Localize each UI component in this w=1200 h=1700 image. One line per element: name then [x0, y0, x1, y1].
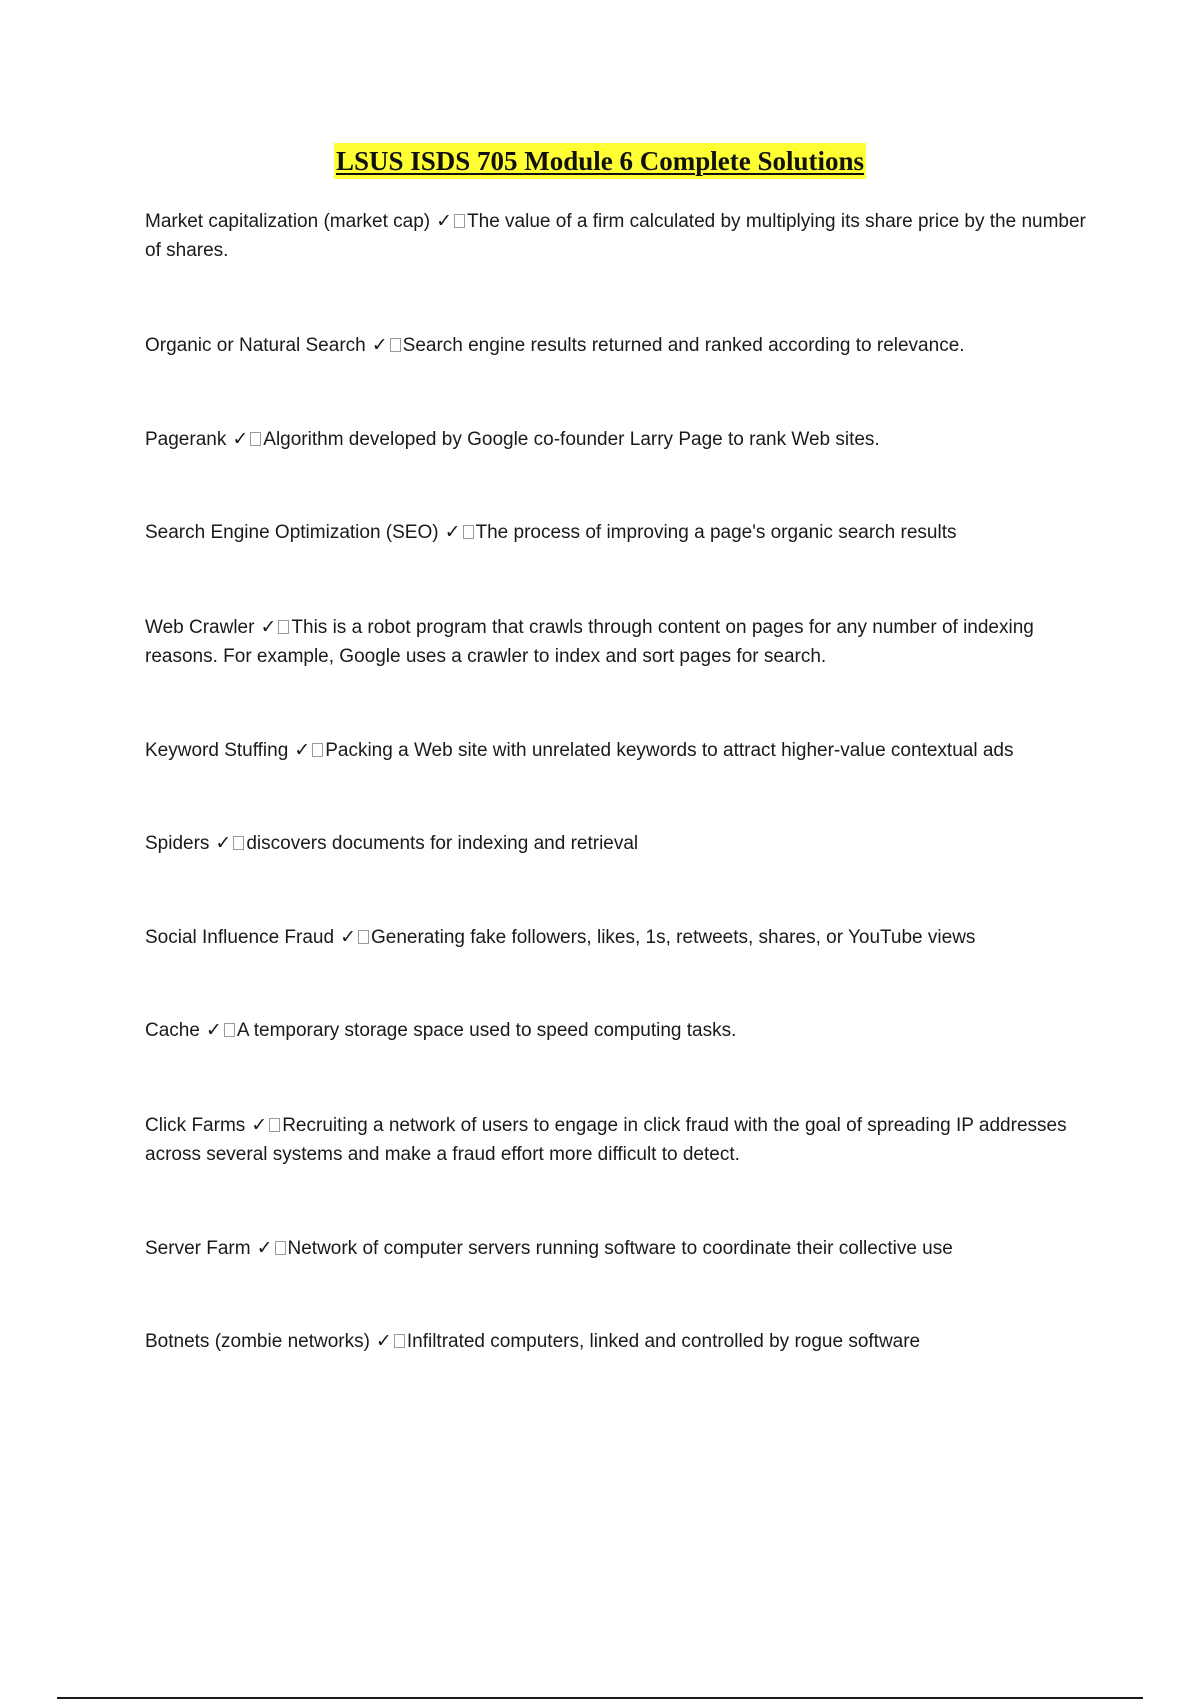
entry-keyword-stuffing	[145, 736, 1090, 765]
checkmark-icon: ✓	[215, 832, 232, 854]
entry-server-farm	[145, 1234, 1090, 1263]
missing-glyph-box-icon	[275, 1241, 286, 1255]
entry-seo	[145, 518, 1090, 547]
missing-glyph-box-icon	[358, 930, 369, 944]
entry-term: Spiders	[145, 833, 210, 854]
missing-glyph-box-icon	[233, 836, 244, 850]
entry-term: Organic or Natural Search	[145, 335, 366, 356]
entry-definition: The value of a firm calculated by multiplying its share price by the number of shares.	[145, 211, 1086, 261]
entry-term: Botnets (zombie networks)	[145, 1331, 370, 1352]
checkmark-icon: ✓	[205, 1019, 222, 1041]
missing-glyph-box-icon	[312, 743, 323, 757]
entry-definition: The process of improving a page's organic search results	[475, 522, 957, 543]
checkmark-icon: ✓	[375, 1330, 392, 1352]
entry-web-crawler	[145, 613, 1090, 671]
checkmark-icon: ✓	[294, 739, 311, 761]
entry-definition: Algorithm developed by Google co-founder Larry Page to rank Web sites.	[263, 429, 880, 450]
checkmark-icon: ✓	[371, 334, 388, 356]
entry-definition: This is a robot program that crawls through content on pages for any number of indexing reasons. For example, Google uses a crawler to index and sort pages for search.	[145, 617, 1034, 667]
checkmark-icon: ✓	[260, 616, 277, 638]
entry-term: Click Farms	[145, 1115, 246, 1136]
missing-glyph-box-icon	[224, 1023, 235, 1037]
page-title: LSUS ISDS 705 Module 6 Complete Solutions	[334, 143, 866, 179]
entry-definition: Packing a Web site with unrelated keywords to attract higher-value contextual ads	[325, 740, 1014, 761]
missing-glyph-box-icon	[390, 338, 401, 352]
entry-term: Keyword Stuffing	[145, 740, 289, 761]
entry-definition: Infiltrated computers, linked and controlled by rogue software	[406, 1331, 921, 1352]
missing-glyph-box-icon	[394, 1334, 405, 1348]
entry-botnets	[145, 1327, 1090, 1356]
entry-cache	[145, 1016, 1090, 1045]
entry-definition: discovers documents for indexing and retrieval	[246, 833, 639, 854]
entry-definition: Recruiting a network of users to engage in click fraud with the goal of spreading IP addresses across several systems and make a fraud effort more difficult to detect.	[145, 1115, 1067, 1165]
entry-term: Web Crawler	[145, 617, 255, 638]
entry-pagerank	[145, 425, 1090, 454]
footer-divider	[57, 1697, 1143, 1699]
entry-term: Server Farm	[145, 1238, 251, 1259]
entry-definition: Network of computer servers running software to coordinate their collective use	[287, 1238, 953, 1259]
entry-definition: A temporary storage space used to speed computing tasks.	[236, 1020, 737, 1041]
checkmark-icon: ✓	[444, 521, 461, 543]
entry-definition: Generating fake followers, likes, 1s, retweets, shares, or YouTube views	[370, 927, 976, 948]
entry-spiders	[145, 829, 1090, 858]
entry-term: Market capitalization (market cap)	[145, 211, 431, 232]
entry-organic-search	[145, 331, 1090, 360]
title-wrap	[0, 143, 1200, 179]
checkmark-icon: ✓	[256, 1237, 273, 1259]
missing-glyph-box-icon	[250, 432, 261, 446]
entry-term: Search Engine Optimization (SEO)	[145, 522, 439, 543]
entry-market-capitalization	[145, 207, 1090, 265]
checkmark-icon: ✓	[251, 1114, 268, 1136]
missing-glyph-box-icon	[454, 214, 465, 228]
entry-click-farms	[145, 1111, 1090, 1169]
checkmark-icon: ✓	[232, 428, 249, 450]
missing-glyph-box-icon	[278, 620, 289, 634]
missing-glyph-box-icon	[463, 525, 474, 539]
entry-social-influence-fraud	[145, 923, 1090, 952]
missing-glyph-box-icon	[269, 1118, 280, 1132]
entry-term: Pagerank	[145, 429, 227, 450]
entry-term: Cache	[145, 1020, 200, 1041]
checkmark-icon: ✓	[340, 926, 356, 948]
checkmark-icon: ✓	[436, 210, 453, 232]
entry-definition: Search engine results returned and ranked according to relevance.	[402, 335, 965, 356]
entry-term: Social Influence Fraud	[145, 927, 335, 948]
